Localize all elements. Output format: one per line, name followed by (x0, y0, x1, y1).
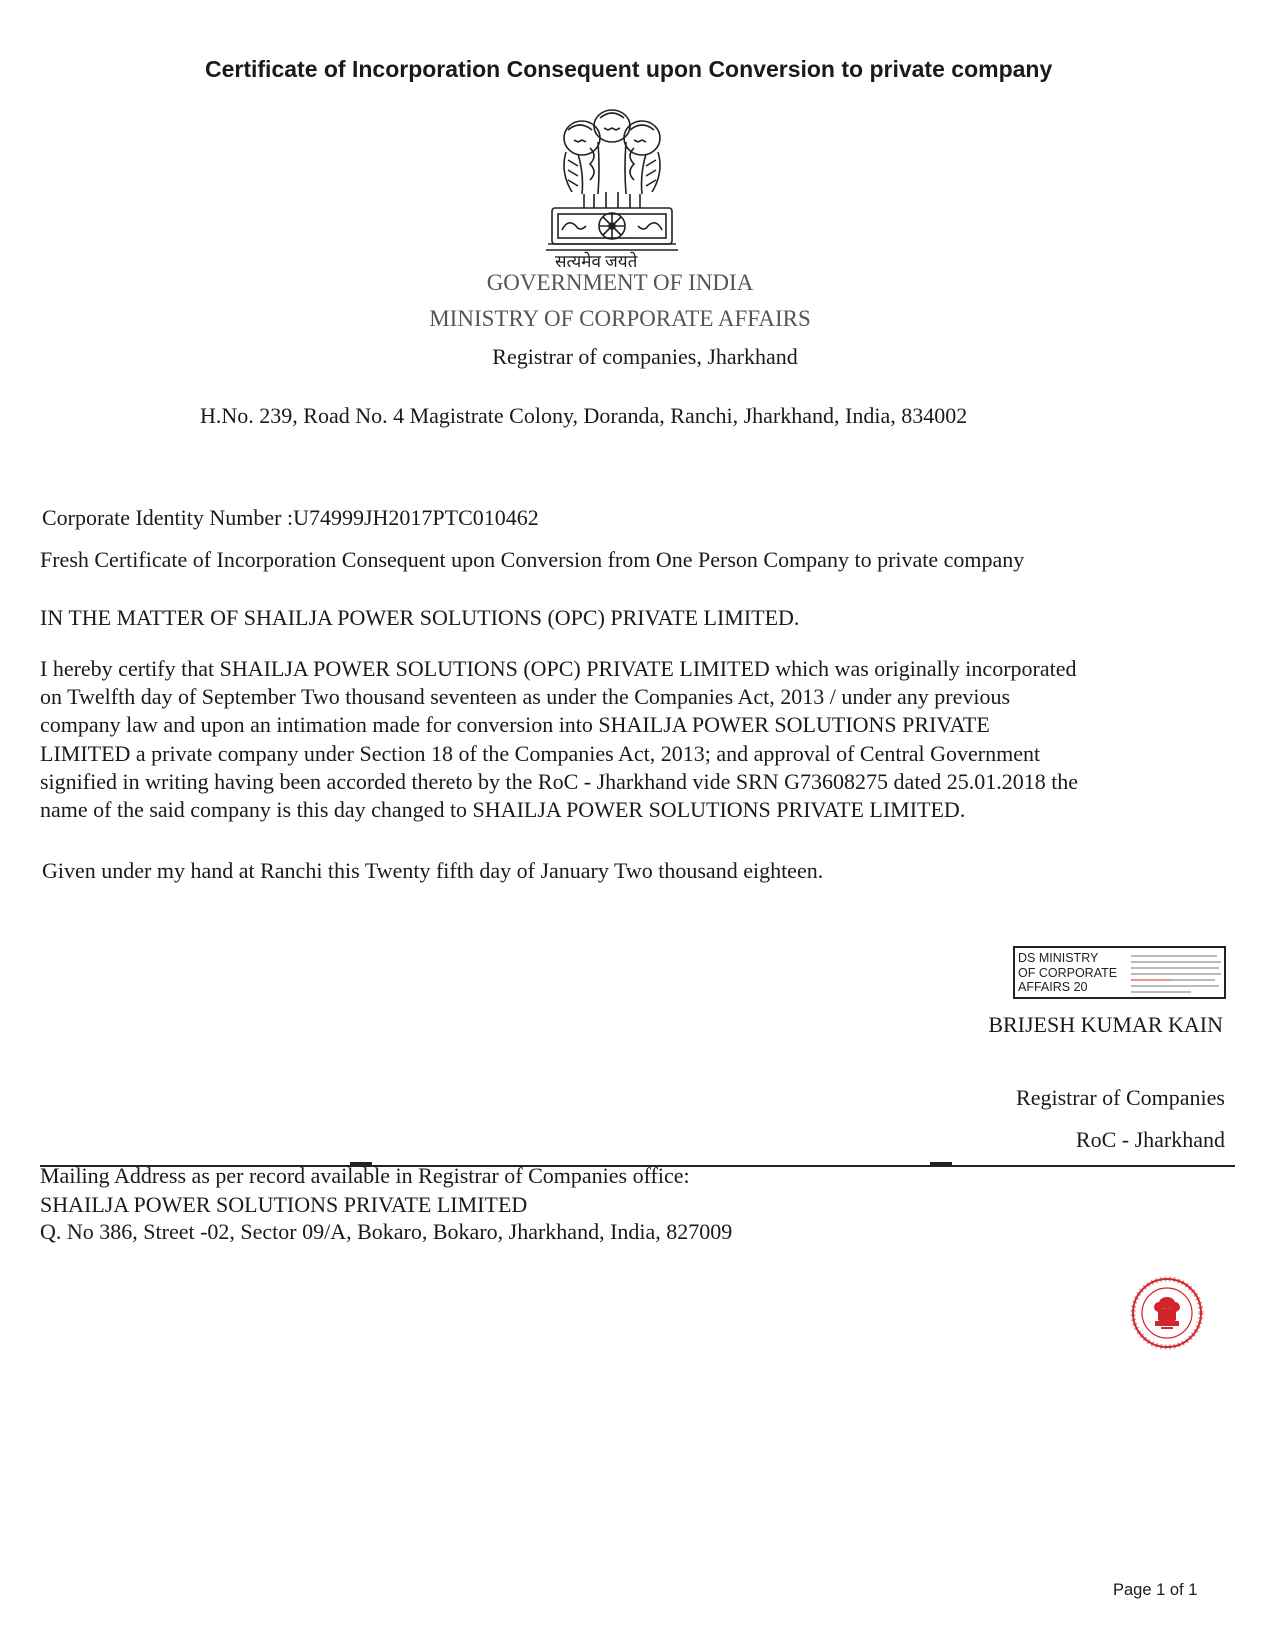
registrar-heading: Registrar of companies, Jharkhand (492, 344, 798, 369)
signer-office: RoC - Jharkhand (1075, 1127, 1225, 1152)
emblem-motto: सत्यमेव जयते (555, 252, 638, 271)
divider-tick (930, 1162, 952, 1165)
mailing-address: Q. No 386, Street -02, Sector 09/A, Bokaro, Bokaro, Jharkhand, India, 827009 (40, 1219, 733, 1244)
body-line: LIMITED a private company under Section 18 of the Companies Act, 2013; and approval of Central Government (40, 740, 1041, 766)
page-number: Page 1 of 1 (1113, 1581, 1198, 1599)
signature-box-line: AFFAIRS 20 (1018, 980, 1088, 994)
signer-designation: Registrar of Companies (1016, 1085, 1225, 1110)
registrar-address: H.No. 239, Road No. 4 Magistrate Colony, Doranda, Ranchi, Jharkhand, India, 834002 (200, 403, 968, 428)
given-under-hand-line: Given under my hand at Ranchi this Twenty fifth day of January Two thousand eighteen. (42, 858, 824, 883)
national-emblem-icon (538, 104, 686, 264)
ministry-seal-icon (1130, 1276, 1204, 1350)
signature-box-label (1018, 951, 1117, 995)
certificate-title: Certificate of Incorporation Consequent upon Conversion to private company (205, 56, 1053, 82)
signature-fine-print-lines (1131, 953, 1223, 995)
signer-name: BRIJESH KUMAR KAIN (988, 1012, 1223, 1037)
mailing-address-label: Mailing Address as per record available in Registrar of Companies office: (40, 1163, 690, 1188)
signature-fine-print (1131, 953, 1223, 995)
body-line: company law and upon an intimation made for conversion into SHAILJA POWER SOLUTIONS PRIVATE (40, 712, 990, 738)
mailing-company-name: SHAILJA POWER SOLUTIONS PRIVATE LIMITED (40, 1192, 528, 1217)
signature-box-line: DS MINISTRY (1018, 951, 1099, 965)
body-line: name of the said company is this day changed to SHAILJA POWER SOLUTIONS PRIVATE LIMITED. (40, 797, 966, 823)
ministry-heading: MINISTRY OF CORPORATE AFFAIRS (429, 306, 811, 331)
signature-box-line: OF CORPORATE (1018, 965, 1118, 980)
certificate-body (40, 655, 1240, 824)
digital-signature-box (1013, 946, 1226, 999)
certificate-subtitle: Fresh Certificate of Incorporation Consequent upon Conversion from One Person Company to private company (40, 547, 1025, 572)
matter-line: IN THE MATTER OF SHAILJA POWER SOLUTIONS (OPC) PRIVATE LIMITED. (40, 605, 800, 630)
body-line: signified in writing having been accorded thereto by the RoC - Jharkhand vide SRN G73608275 dated 25.01.2018 the (40, 768, 1079, 794)
government-heading: GOVERNMENT OF INDIA (486, 270, 754, 295)
body-line: I hereby certify that SHAILJA POWER SOLUTIONS (OPC) PRIVATE LIMITED which was originally incorporated (40, 656, 1077, 681)
corporate-identity-number: Corporate Identity Number :U74999JH2017PTC010462 (42, 505, 539, 530)
body-line: on Twelfth day of September Two thousand seventeen as under the Companies Act, 2013 / under any previous (40, 684, 1011, 710)
